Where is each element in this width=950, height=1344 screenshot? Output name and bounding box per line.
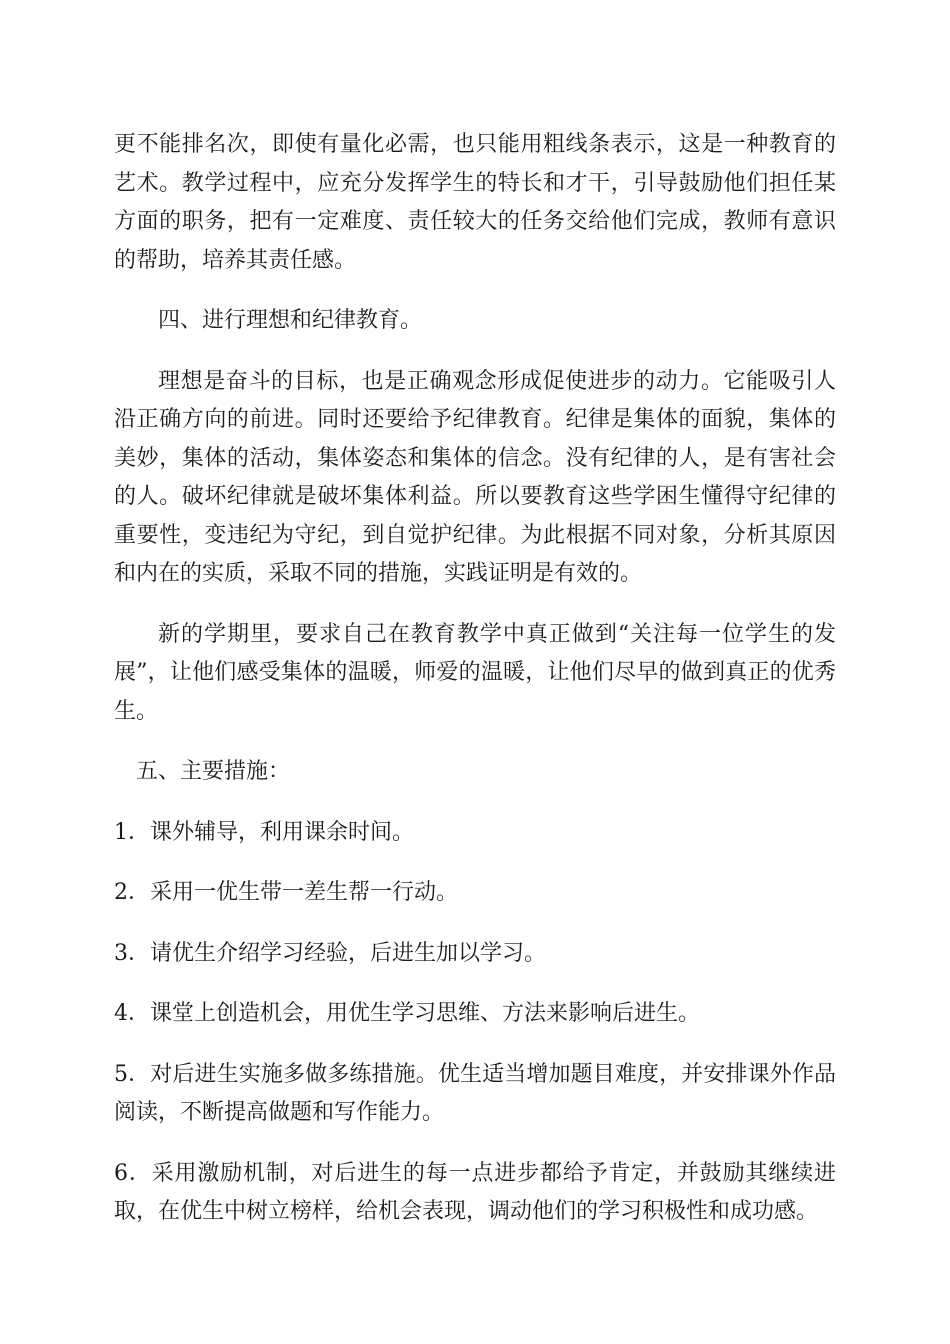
measure-item-1: 1．课外辅导，利用课余时间。 [114,819,414,845]
paragraph-responsibility: 更不能排名次，即使有量化必需，也只能用粗线条表示，这是一种教育的艺术。教学过程中，应充分发挥学生的特长和才干，引导鼓励他们担任某方面的职务，把有一定难度、责任较大的任务交给他们完成，教师有意识的帮助，培养其责任感。 [114,132,836,273]
section-heading-five: 五、主要措施： [136,759,291,784]
paragraph-discipline: 理想是奋斗的目标，也是正确观念形成促使进步的动力。它能吸引人沿正确方向的前进。同时还要给予纪律教育。纪律是集体的面貌，集体的美妙，集体的活动，集体姿态和集体的信念。没有纪律的人，是有害社会的人。破坏纪律就是破坏集体利益。所以要教育这些学困生懂得守纪律的重要性，变违纪为守纪，到自觉护纪律。为此根据不同对象，分析其原因和内在的实质，采取不同的措施，实践证明是有效的。 [114,368,836,586]
paragraph-new-semester: 新的学期里，要求自己在教育教学中真正做到“关注每一位学生的发展”，让他们感受集体的温暖，师爱的温暖，让他们尽早的做到真正的优秀生。 [114,621,836,724]
document-body [114,126,836,1254]
measure-item-4: 4．课堂上创造机会，用优生学习思维、方法来影响后进生。 [114,1001,700,1026]
section-heading-four: 四、进行理想和纪律教育。 [158,308,423,333]
measure-item-2: 2．采用一优生带一差生帮一行动。 [114,880,458,905]
measure-item-6: 6．采用激励机制，对后进生的每一点进步都给予肯定，并鼓励其继续进取，在优生中树立榜样，给机会表现，调动他们的学习积极性和成功感。 [114,1160,836,1224]
measure-item-3: 3．请优生介绍学习经验，后进生加以学习。 [114,940,546,966]
measure-item-5: 5．对后进生实施多做多练措施。优生适当增加题目难度，并安排课外作品阅读，不断提高做题和写作能力。 [114,1061,836,1125]
